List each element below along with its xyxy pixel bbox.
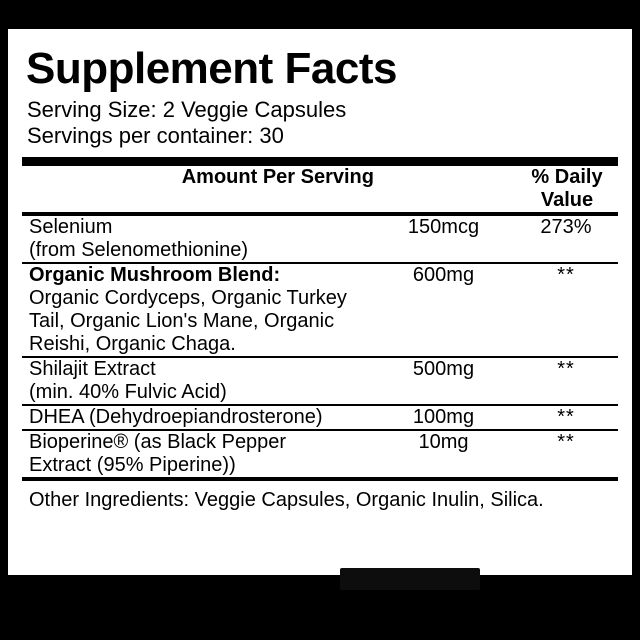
row-name: Shilajit Extract bbox=[29, 357, 156, 380]
row-amount: 150mcg bbox=[407, 215, 480, 238]
nutrition-rows-3 bbox=[22, 358, 626, 404]
bottom-notch-shape bbox=[340, 568, 480, 590]
servings-per-container-text: Servings per container: 30 bbox=[27, 122, 284, 148]
nutrition-rows-5 bbox=[22, 431, 626, 477]
table-row bbox=[22, 358, 626, 404]
header-daily-value: % Daily Value bbox=[531, 165, 603, 211]
row-name: Organic Mushroom Blend: bbox=[29, 263, 281, 286]
row-amount: 500mg bbox=[412, 357, 475, 380]
row-subtext: Organic Cordyceps, Organic Turkey Tail, Organic Lion's Mane, Organic Reishi, Organic Chaga. bbox=[29, 286, 347, 355]
row-amount: 100mg bbox=[412, 405, 475, 428]
row-subtext: Extract (95% Piperine)) bbox=[29, 453, 236, 476]
row-subtext: (from Selenomethionine) bbox=[29, 238, 248, 261]
row-daily-value: ** bbox=[557, 357, 575, 380]
row-name-cell bbox=[22, 406, 381, 429]
table-row bbox=[22, 216, 626, 262]
row-name-cell bbox=[22, 431, 381, 477]
row-name: Bioperine® (as Black Pepper bbox=[29, 430, 287, 453]
table-row bbox=[22, 431, 626, 477]
table-header-row bbox=[22, 166, 627, 212]
row-daily-value: 273% bbox=[540, 215, 592, 238]
other-ingredients-text: Other Ingredients: Veggie Capsules, Organic Inulin, Silica. bbox=[29, 488, 544, 511]
row-name: Selenium bbox=[29, 215, 113, 238]
row-name-cell bbox=[22, 216, 381, 262]
row-subtext: (min. 40% Fulvic Acid) bbox=[29, 380, 227, 403]
row-daily-value: ** bbox=[557, 405, 575, 428]
nutrition-rows bbox=[22, 216, 626, 262]
row-daily-value: ** bbox=[557, 263, 575, 286]
row-name-cell bbox=[22, 264, 381, 356]
nutrition-rows-2 bbox=[22, 264, 626, 356]
row-amount: 600mg bbox=[412, 263, 475, 286]
nutrition-table bbox=[22, 166, 627, 212]
table-row bbox=[22, 264, 626, 356]
header-spacer bbox=[382, 166, 507, 212]
nutrition-rows-4 bbox=[22, 406, 626, 429]
row-name-cell bbox=[22, 358, 381, 404]
row-name: DHEA (Dehydroepiandrosterone) bbox=[29, 405, 323, 428]
serving-size-text: Serving Size: 2 Veggie Capsules bbox=[27, 97, 347, 122]
page-title: Supplement Facts bbox=[26, 44, 397, 93]
table-row bbox=[22, 406, 626, 429]
supplement-facts-panel bbox=[8, 29, 632, 575]
row-amount: 10mg bbox=[418, 430, 469, 453]
divider-thick-top bbox=[22, 157, 618, 166]
row-daily-value: ** bbox=[557, 430, 575, 453]
header-amount-per-serving: Amount Per Serving bbox=[181, 165, 374, 188]
